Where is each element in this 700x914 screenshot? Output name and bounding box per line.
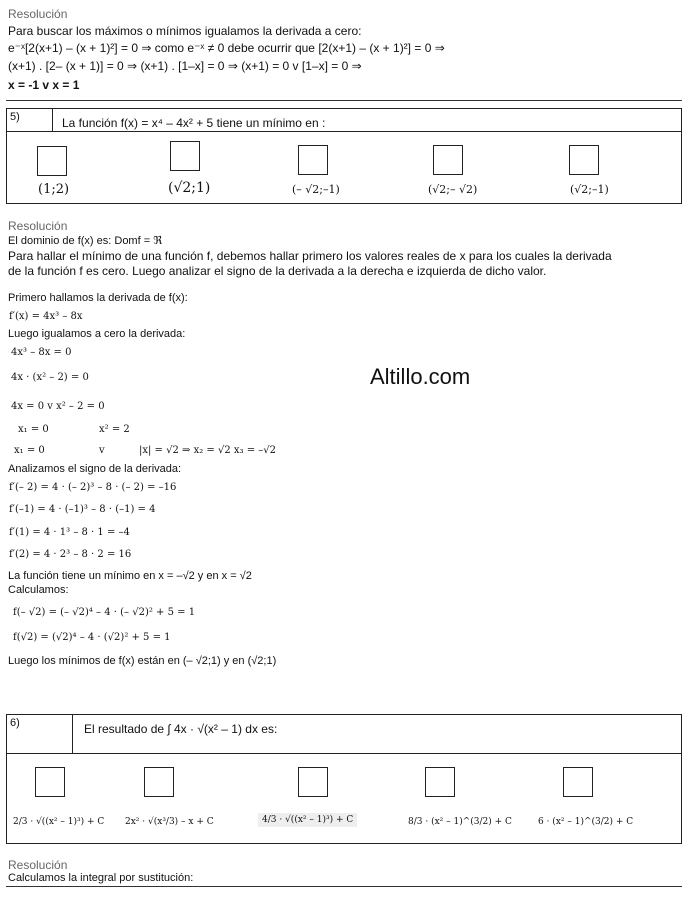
q5-option4-checkbox[interactable] — [433, 145, 463, 175]
section2-paragraph-line2: de la función f es cero. Luego analizar el signo de la derivada a la derecha e izquierda de dicho valor. — [8, 264, 547, 278]
q6-option1-checkbox[interactable] — [35, 767, 65, 797]
question5-header-divider — [6, 131, 682, 132]
equation-1: 4x³ – 8x = 0 — [11, 347, 72, 358]
q5-option3-checkbox[interactable] — [298, 145, 328, 175]
q5-option1-checkbox[interactable] — [37, 146, 67, 176]
question5-number: 5) — [10, 111, 20, 123]
section3-heading: Resolución — [8, 858, 68, 872]
section2-conclusion: La función tiene un mínimo en x = –√2 y en x = √2 — [8, 570, 252, 582]
sign-test-4: f′(2) = 4 · 2³ – 8 · 2 = 16 — [9, 549, 132, 560]
q5-option1-label: (1;2) — [38, 182, 70, 197]
q6-option4-checkbox[interactable] — [425, 767, 455, 797]
q5-option5-checkbox[interactable] — [569, 145, 599, 175]
section2-paragraph-line1: Para hallar el mínimo de una función f, debemos hallar primero los valores reales de x para los cuales la derivada — [8, 249, 612, 263]
q6-option2-checkbox[interactable] — [144, 767, 174, 797]
q6-option3-label: 4/3 · √((x² – 1)³) + C — [258, 813, 357, 827]
q5-option2-label: (√2;1) — [168, 180, 211, 196]
question6-statement: El resultado de ∫ 4x · √(x² – 1) dx es: — [84, 722, 278, 736]
equation-5a: x₁ = 0 — [14, 445, 45, 456]
question6-header-divider — [6, 753, 682, 754]
question5-statement: La función f(x) = x⁴ – 4x² + 5 tiene un mínimo en : — [62, 116, 326, 130]
divider — [6, 100, 682, 101]
section3-text: Calculamos la integral por sustitución: — [8, 872, 194, 884]
section2-final: Luego los mínimos de f(x) están en (– √2;1) y en (√2;1) — [8, 655, 277, 667]
equation-5-or: v — [99, 445, 105, 456]
equation-3: 4x = 0 v x² – 2 = 0 — [11, 401, 105, 412]
q6-option3-checkbox[interactable] — [298, 767, 328, 797]
section1-result: x = -1 v x = 1 — [8, 78, 80, 92]
equation-2: 4x · (x² – 2) = 0 — [11, 372, 89, 383]
bottom-divider — [6, 886, 682, 887]
section2-then: Luego igualamos a cero la derivada: — [8, 328, 186, 340]
section2-first: Primero hallamos la derivada de f(x): — [8, 292, 188, 304]
section2-derivative: f′(x) = 4x³ – 8x — [9, 311, 83, 322]
calc-1: f(– √2) = (– √2)⁴ – 4 · (– √2)² + 5 = 1 — [13, 607, 196, 618]
section2-heading: Resolución — [8, 219, 68, 233]
section2-domain: El dominio de f(x) es: Domf = ℜ — [8, 235, 163, 247]
q6-option5-label: 6 · (x² – 1)^(3/2) + C — [538, 817, 634, 827]
q5-option3-label: (– √2;–1) — [292, 183, 340, 196]
q5-option5-label: (√2;–1) — [570, 183, 609, 196]
q6-option1-label: 2/3 · √((x² – 1)³) + C — [13, 817, 105, 827]
section1-heading: Resolución — [8, 7, 68, 21]
sign-test-1: f′(– 2) = 4 · (– 2)³ – 8 · (– 2) = –16 — [9, 482, 177, 493]
q5-option4-label: (√2;– √2) — [428, 183, 478, 196]
question6-number-divider — [72, 714, 73, 754]
section2-calc: Calculamos: — [8, 584, 69, 596]
q6-option5-checkbox[interactable] — [563, 767, 593, 797]
watermark: Altillo.com — [370, 364, 471, 389]
q6-option2-label: 2x² · √(x³/3) – x + C — [125, 817, 214, 827]
equation-5b: |x| = √2 ⇒ x₂ = √2 x₃ = –√2 — [139, 445, 277, 456]
section1-intro: Para buscar los máximos o mínimos igualamos la derivada a cero: — [8, 24, 362, 38]
equation-4a: x₁ = 0 — [18, 424, 49, 435]
sign-test-3: f′(1) = 4 · 1³ – 8 · 1 = –4 — [9, 527, 130, 538]
section2-analyze: Analizamos el signo de la derivada: — [8, 463, 182, 475]
question5-number-divider — [52, 108, 53, 132]
calc-2: f(√2) = (√2)⁴ – 4 · (√2)² + 5 = 1 — [13, 632, 171, 643]
sign-test-2: f′(–1) = 4 · (–1)³ – 8 · (–1) = 4 — [9, 504, 156, 515]
section1-line2: (x+1) . [2– (x + 1)] = 0 ⇒ (x+1) . [1–x] = 0 ⇒ (x+1) = 0 v [1–x] = 0 ⇒ — [8, 59, 362, 73]
section1-line1: e⁻ˣ[2(x+1) – (x + 1)²] = 0 ⇒ como e⁻ˣ ≠ 0 debe ocurrir que [2(x+1) – (x + 1)²] = 0 ⇒ — [8, 41, 445, 55]
q6-option4-label: 8/3 · (x² – 1)^(3/2) + C — [408, 817, 512, 827]
equation-4b: x² = 2 — [99, 424, 130, 435]
question6-number: 6) — [10, 717, 20, 729]
q5-option2-checkbox[interactable] — [170, 141, 200, 171]
